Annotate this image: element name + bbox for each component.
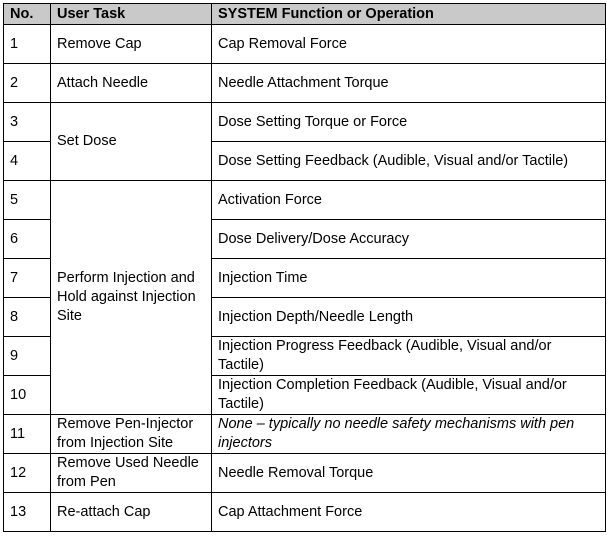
- row-number: 12: [4, 454, 51, 493]
- row-number: 2: [4, 64, 51, 103]
- header-user-task: User Task: [51, 4, 212, 25]
- row-number: 1: [4, 25, 51, 64]
- system-function: Cap Removal Force: [212, 25, 606, 64]
- table-row: [4, 181, 606, 220]
- row-number: 6: [4, 220, 51, 259]
- system-function: Dose Setting Torque or Force: [212, 103, 606, 142]
- system-function: Dose Setting Feedback (Audible, Visual and/or Tactile): [212, 142, 606, 181]
- table-row: [4, 103, 606, 142]
- user-task: Perform Injection and Hold against Injection Site: [51, 181, 212, 415]
- header-no: No.: [4, 4, 51, 25]
- table-row: [4, 64, 606, 103]
- system-function: Cap Attachment Force: [212, 493, 606, 532]
- user-task: Attach Needle: [51, 64, 212, 103]
- row-number: 8: [4, 298, 51, 337]
- table-row: [4, 493, 606, 532]
- system-function: Injection Progress Feedback (Audible, Visual and/or Tactile): [212, 337, 606, 376]
- system-function: Needle Attachment Torque: [212, 64, 606, 103]
- user-task: Set Dose: [51, 103, 212, 181]
- user-task: Remove Cap: [51, 25, 212, 64]
- system-function: Injection Time: [212, 259, 606, 298]
- system-function: Injection Completion Feedback (Audible, Visual and/or Tactile): [212, 376, 606, 415]
- system-function: Activation Force: [212, 181, 606, 220]
- row-number: 7: [4, 259, 51, 298]
- system-function: Needle Removal Torque: [212, 454, 606, 493]
- row-number: 5: [4, 181, 51, 220]
- system-function: Dose Delivery/Dose Accuracy: [212, 220, 606, 259]
- user-task-table: [3, 3, 606, 532]
- table-row: [4, 25, 606, 64]
- user-task: Re-attach Cap: [51, 493, 212, 532]
- row-number: 13: [4, 493, 51, 532]
- header-row: [4, 4, 606, 25]
- row-number: 4: [4, 142, 51, 181]
- table-row: [4, 454, 606, 493]
- user-task: Remove Used Needle from Pen: [51, 454, 212, 493]
- row-number: 9: [4, 337, 51, 376]
- row-number: 3: [4, 103, 51, 142]
- row-number: 11: [4, 415, 51, 454]
- system-function: None – typically no needle safety mechanisms with pen injectors: [212, 415, 606, 454]
- table-row: [4, 415, 606, 454]
- header-system-function: SYSTEM Function or Operation: [212, 4, 606, 25]
- row-number: 10: [4, 376, 51, 415]
- user-task: Remove Pen-Injector from Injection Site: [51, 415, 212, 454]
- system-function: Injection Depth/Needle Length: [212, 298, 606, 337]
